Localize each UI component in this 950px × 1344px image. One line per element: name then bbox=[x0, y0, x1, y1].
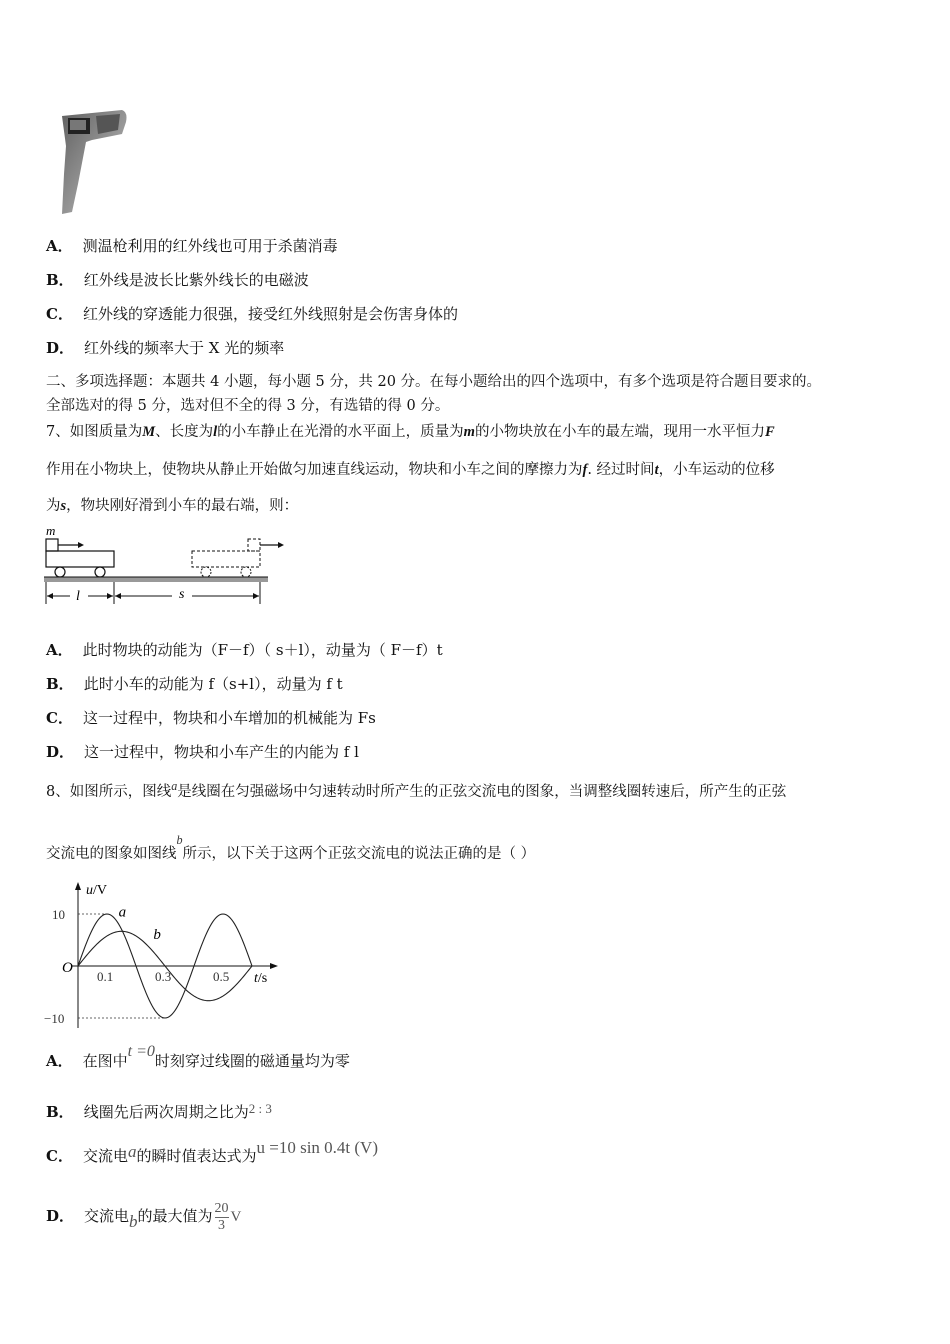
y-axis-arrow bbox=[75, 882, 81, 890]
q8-option-c: C． 交流电a的瞬时值表达式为u =10 sin 0.4t (V) bbox=[46, 1138, 378, 1165]
label-m: m bbox=[46, 523, 56, 538]
q7-stem-line2: 作用在小物块上，使物块从静止开始做匀加速直线运动，物块和小车之间的摩擦力为f. 经过时间t，小车运动的位移 bbox=[46, 462, 775, 478]
q6-option-d: D． 红外线的频率大于 X 光的频率 bbox=[46, 339, 285, 357]
cart-end bbox=[192, 551, 260, 567]
x-axis-arrow bbox=[270, 963, 278, 969]
ground bbox=[44, 577, 268, 582]
section2-heading-line1: 二、多项选择题：本题共 4 小题，每小题 5 分，共 20 分。在每小题给出的四个选项中，有多个选项是符合题目要求的。 bbox=[46, 374, 822, 390]
block-end bbox=[248, 539, 260, 551]
q7-stem-line1: 7、如图质量为M、长度为l的小车静止在光滑的水平面上，质量为m的小物块放在小车的最左端，现用一水平恒力F bbox=[46, 424, 775, 440]
q6-option-b: B． 红外线是波长比紫外线长的电磁波 bbox=[46, 271, 309, 289]
q6-option-c: C． 红外线的穿透能力很强，接受红外线照射是会伤害身体的 bbox=[46, 305, 458, 323]
x-tick-label: 0.5 bbox=[213, 969, 230, 984]
q7-option-b: B． 此时小车的动能为 f（s+l），动量为 f t bbox=[46, 675, 343, 693]
origin-label: O bbox=[62, 960, 73, 976]
series-a-label: a bbox=[118, 904, 127, 921]
cart-start bbox=[46, 551, 114, 567]
q8-stem-line1: 8、如图所示，图线$^a$是线圈在匀强磁场中匀速转动时所产生的正弦交流电的图象，当调整线圈转速后，所产生的正弦 bbox=[46, 779, 787, 800]
label-l: l bbox=[76, 589, 80, 604]
y-tick-label: −10 bbox=[44, 1011, 65, 1026]
q7-stem-line3: 为s，物块刚好滑到小车的最右端，则： bbox=[46, 498, 299, 514]
q8-stem-line2: 交流电的图象如图线$^b$所示，以下关于这两个正弦交流电的说法正确的是（ ） bbox=[46, 833, 536, 862]
y-tick-label: 10 bbox=[52, 907, 65, 922]
x-axis-label: t/s bbox=[254, 971, 268, 986]
q8-option-b: B． 线圈先后两次周期之比为2 : 3 bbox=[46, 1101, 272, 1121]
q8-option-a: A． 在图中t =0时刻穿过线圈的磁通量均为零 bbox=[46, 1043, 350, 1070]
label-s: s bbox=[179, 587, 185, 602]
q7-option-a: A． 此时物块的动能为（F－f）（ s＋l），动量为（ F－f）t bbox=[46, 641, 443, 659]
q8-option-d: D． 交流电b的最大值为 $\frac{20}{3}$ V bbox=[46, 1200, 242, 1233]
y-axis-label: u/V bbox=[86, 883, 107, 898]
block-start bbox=[46, 539, 58, 551]
q6-option-a: A． 测温枪利用的红外线也可用于杀菌消毒 bbox=[46, 237, 338, 255]
x-tick-label: 0.3 bbox=[155, 969, 172, 984]
section2-heading-line2: 全部选对的得 5 分，选对但不全的得 3 分，有选错的得 0 分。 bbox=[46, 398, 450, 414]
q8-sine-chart bbox=[40, 878, 290, 1028]
x-tick-label: 0.1 bbox=[97, 969, 114, 984]
thermometer-gun-image bbox=[52, 104, 132, 219]
q7-option-d: D． 这一过程中，物块和小车产生的内能为 f l bbox=[46, 743, 359, 761]
series-b-label: b bbox=[153, 926, 161, 943]
q7-option-c: C． 这一过程中，物块和小车增加的机械能为 Fs bbox=[46, 709, 376, 727]
fraction-20-over-3: $\frac{20}{3}$ bbox=[214, 1200, 229, 1233]
q7-cart-diagram bbox=[40, 522, 290, 608]
